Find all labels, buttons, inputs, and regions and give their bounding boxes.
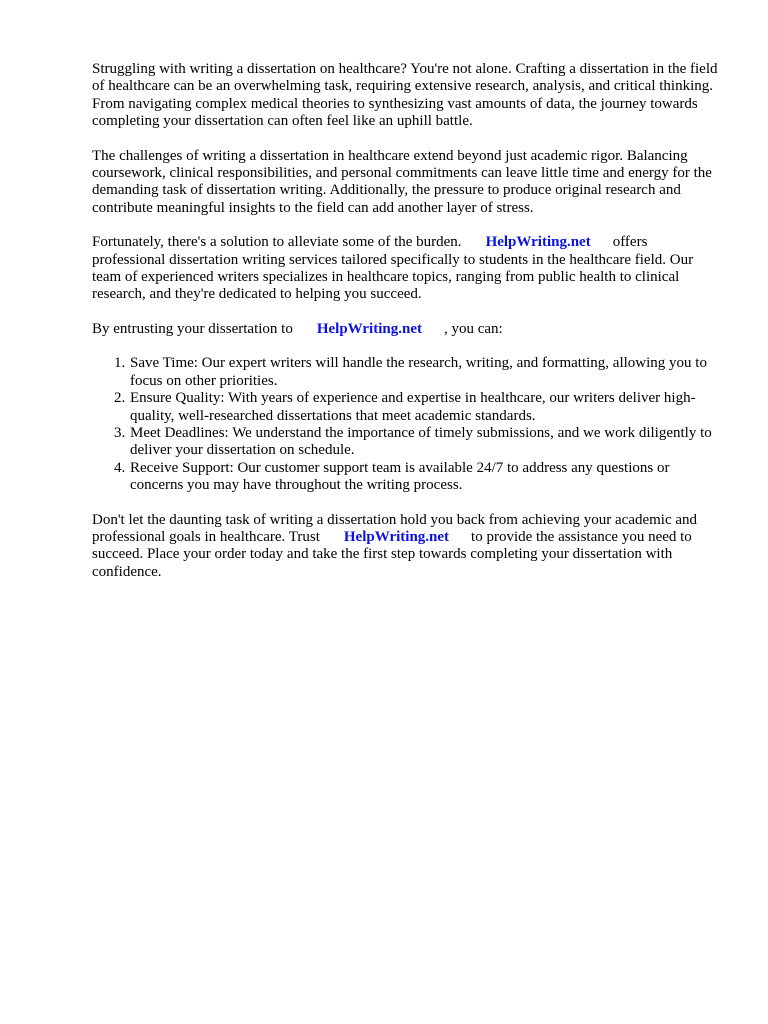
paragraph-intro: Struggling with writing a dissertation on healthcare? You're not alone. Crafting a dissertation in the field of healthcare can be an overwhelming task, requiring extensive research, analysis, and critical thinking. From navigating complex medical theories to synthesizing vast amounts of data, the journey towards completing your dissertation can often feel like an uphill battle. [92, 61, 718, 130]
paragraph-closing-text-after: to provide the assistance you need to succeed. Place your order today and take the first step towards completing your dissertation with confidence. [92, 528, 692, 580]
paragraph-challenges: The challenges of writing a dissertation in healthcare extend beyond just academic rigor. Balancing coursework, clinical responsibilities, and personal commitments can leave little time and energy for the demanding task of dissertation writing. Additionally, the pressure to produce original research and contribute meaningful insights to the field can add another layer of stress. [92, 147, 712, 216]
paragraph-entrusting-text-after: , you can: [443, 320, 503, 337]
paragraph-closing [92, 512, 722, 582]
helpwriting-link[interactable]: HelpWriting.net [343, 528, 450, 545]
helpwriting-link[interactable]: HelpWriting.net [485, 234, 591, 251]
paragraph-closing-text-before: Don't let the daunting task of writing a dissertation hold you back from achieving your academic and professional goals in healthcare. Trust [92, 511, 698, 545]
paragraph-entrusting-text-before: By entrusting your dissertation to [92, 320, 293, 337]
list-item: 3. Meet Deadlines: We understand the importance of timely submissions, and we work diligently to deliver your dissertation on schedule. [129, 425, 722, 460]
list-item: 1. Save Time: Our expert writers will handle the research, writing, and formatting, allowing you to focus on other priorities. [129, 355, 722, 390]
list-item: 4. Receive Support: Our customer support team is available 24/7 to address any questions or concerns you may have throughout the writing process. [129, 460, 722, 495]
benefits-list [92, 355, 722, 494]
paragraph-entrusting [92, 321, 722, 338]
helpwriting-link[interactable]: HelpWriting.net [316, 320, 422, 337]
paragraph-solution [92, 234, 722, 304]
document-page [92, 61, 722, 598]
paragraph-solution-text-before: Fortunately, there's a solution to alleviate some of the burden. [92, 234, 462, 251]
paragraph-solution-text-after: offers professional dissertation writing services tailored specifically to students in the healthcare field. Our team of experienced writers specializes in healthcare topics, ranging from public health to clinical research, and they're dedicated to helping you succeed. [92, 234, 694, 303]
list-item: 2. Ensure Quality: With years of experience and expertise in healthcare, our writers deliver high-quality, well-researched dissertations that meet academic standards. [129, 390, 722, 425]
